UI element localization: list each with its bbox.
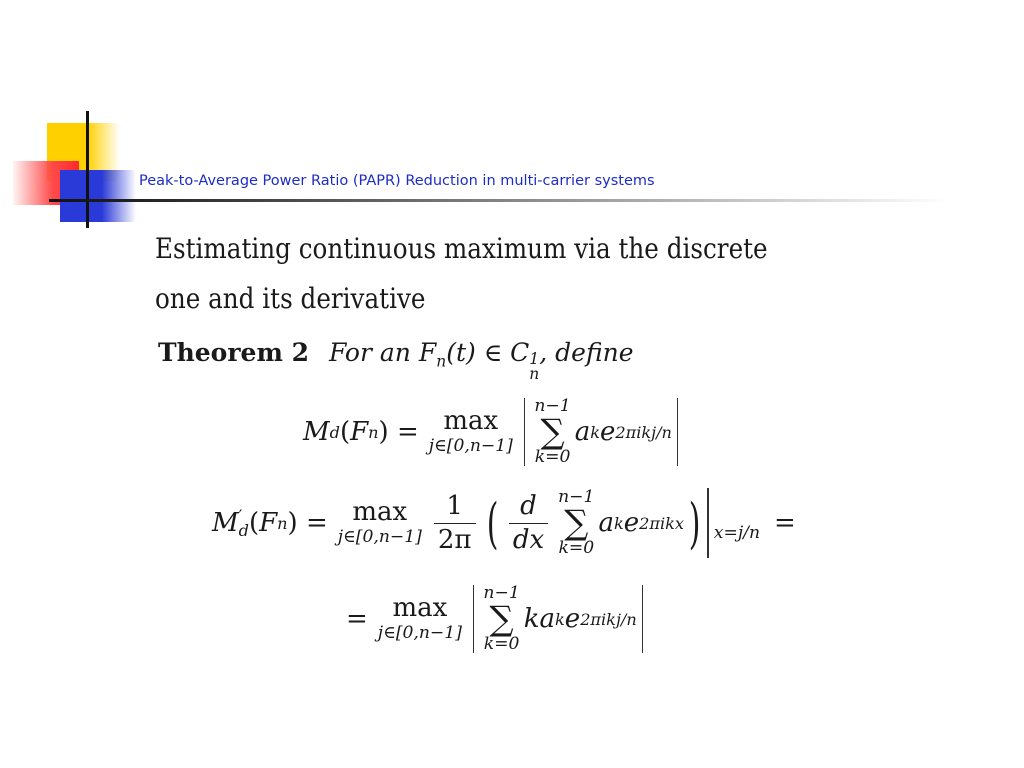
theorem-statement [158, 338, 634, 382]
header-rule [49, 199, 949, 202]
theorem-text: For an $F_n(t)$ ∈ C 1 n , define [328, 338, 634, 383]
logo-blue-square [60, 170, 136, 222]
equation-md: M d ( F n ) = max j∈[0,n−1] n−1 ∑ k=0 a k e 2πikj/n [303, 398, 683, 466]
slide-title: Estimating continuous maximum via the discrete one and its derivative [155, 232, 768, 315]
slide-logo [0, 0, 140, 240]
equation-md-prime: M ′ d ( F n ) = max j∈[0,n−1] $\frac{1}{2\pi}$ ( $\frac{d}{dx}$ n−1 ∑ k=0 a k e 2πikx ) x=j/n = [212, 486, 796, 558]
slide-header: Peak-to-Average Power Ratio (PAPR) Reduction in multi-carrier systems [139, 173, 655, 189]
equation-md-prime-result: = max j∈[0,n−1] n−1 ∑ k=0 ka k e 2πikj/n [346, 585, 648, 653]
theorem-label: Theorem 2 [158, 338, 309, 367]
logo-vertical-line [86, 111, 89, 228]
